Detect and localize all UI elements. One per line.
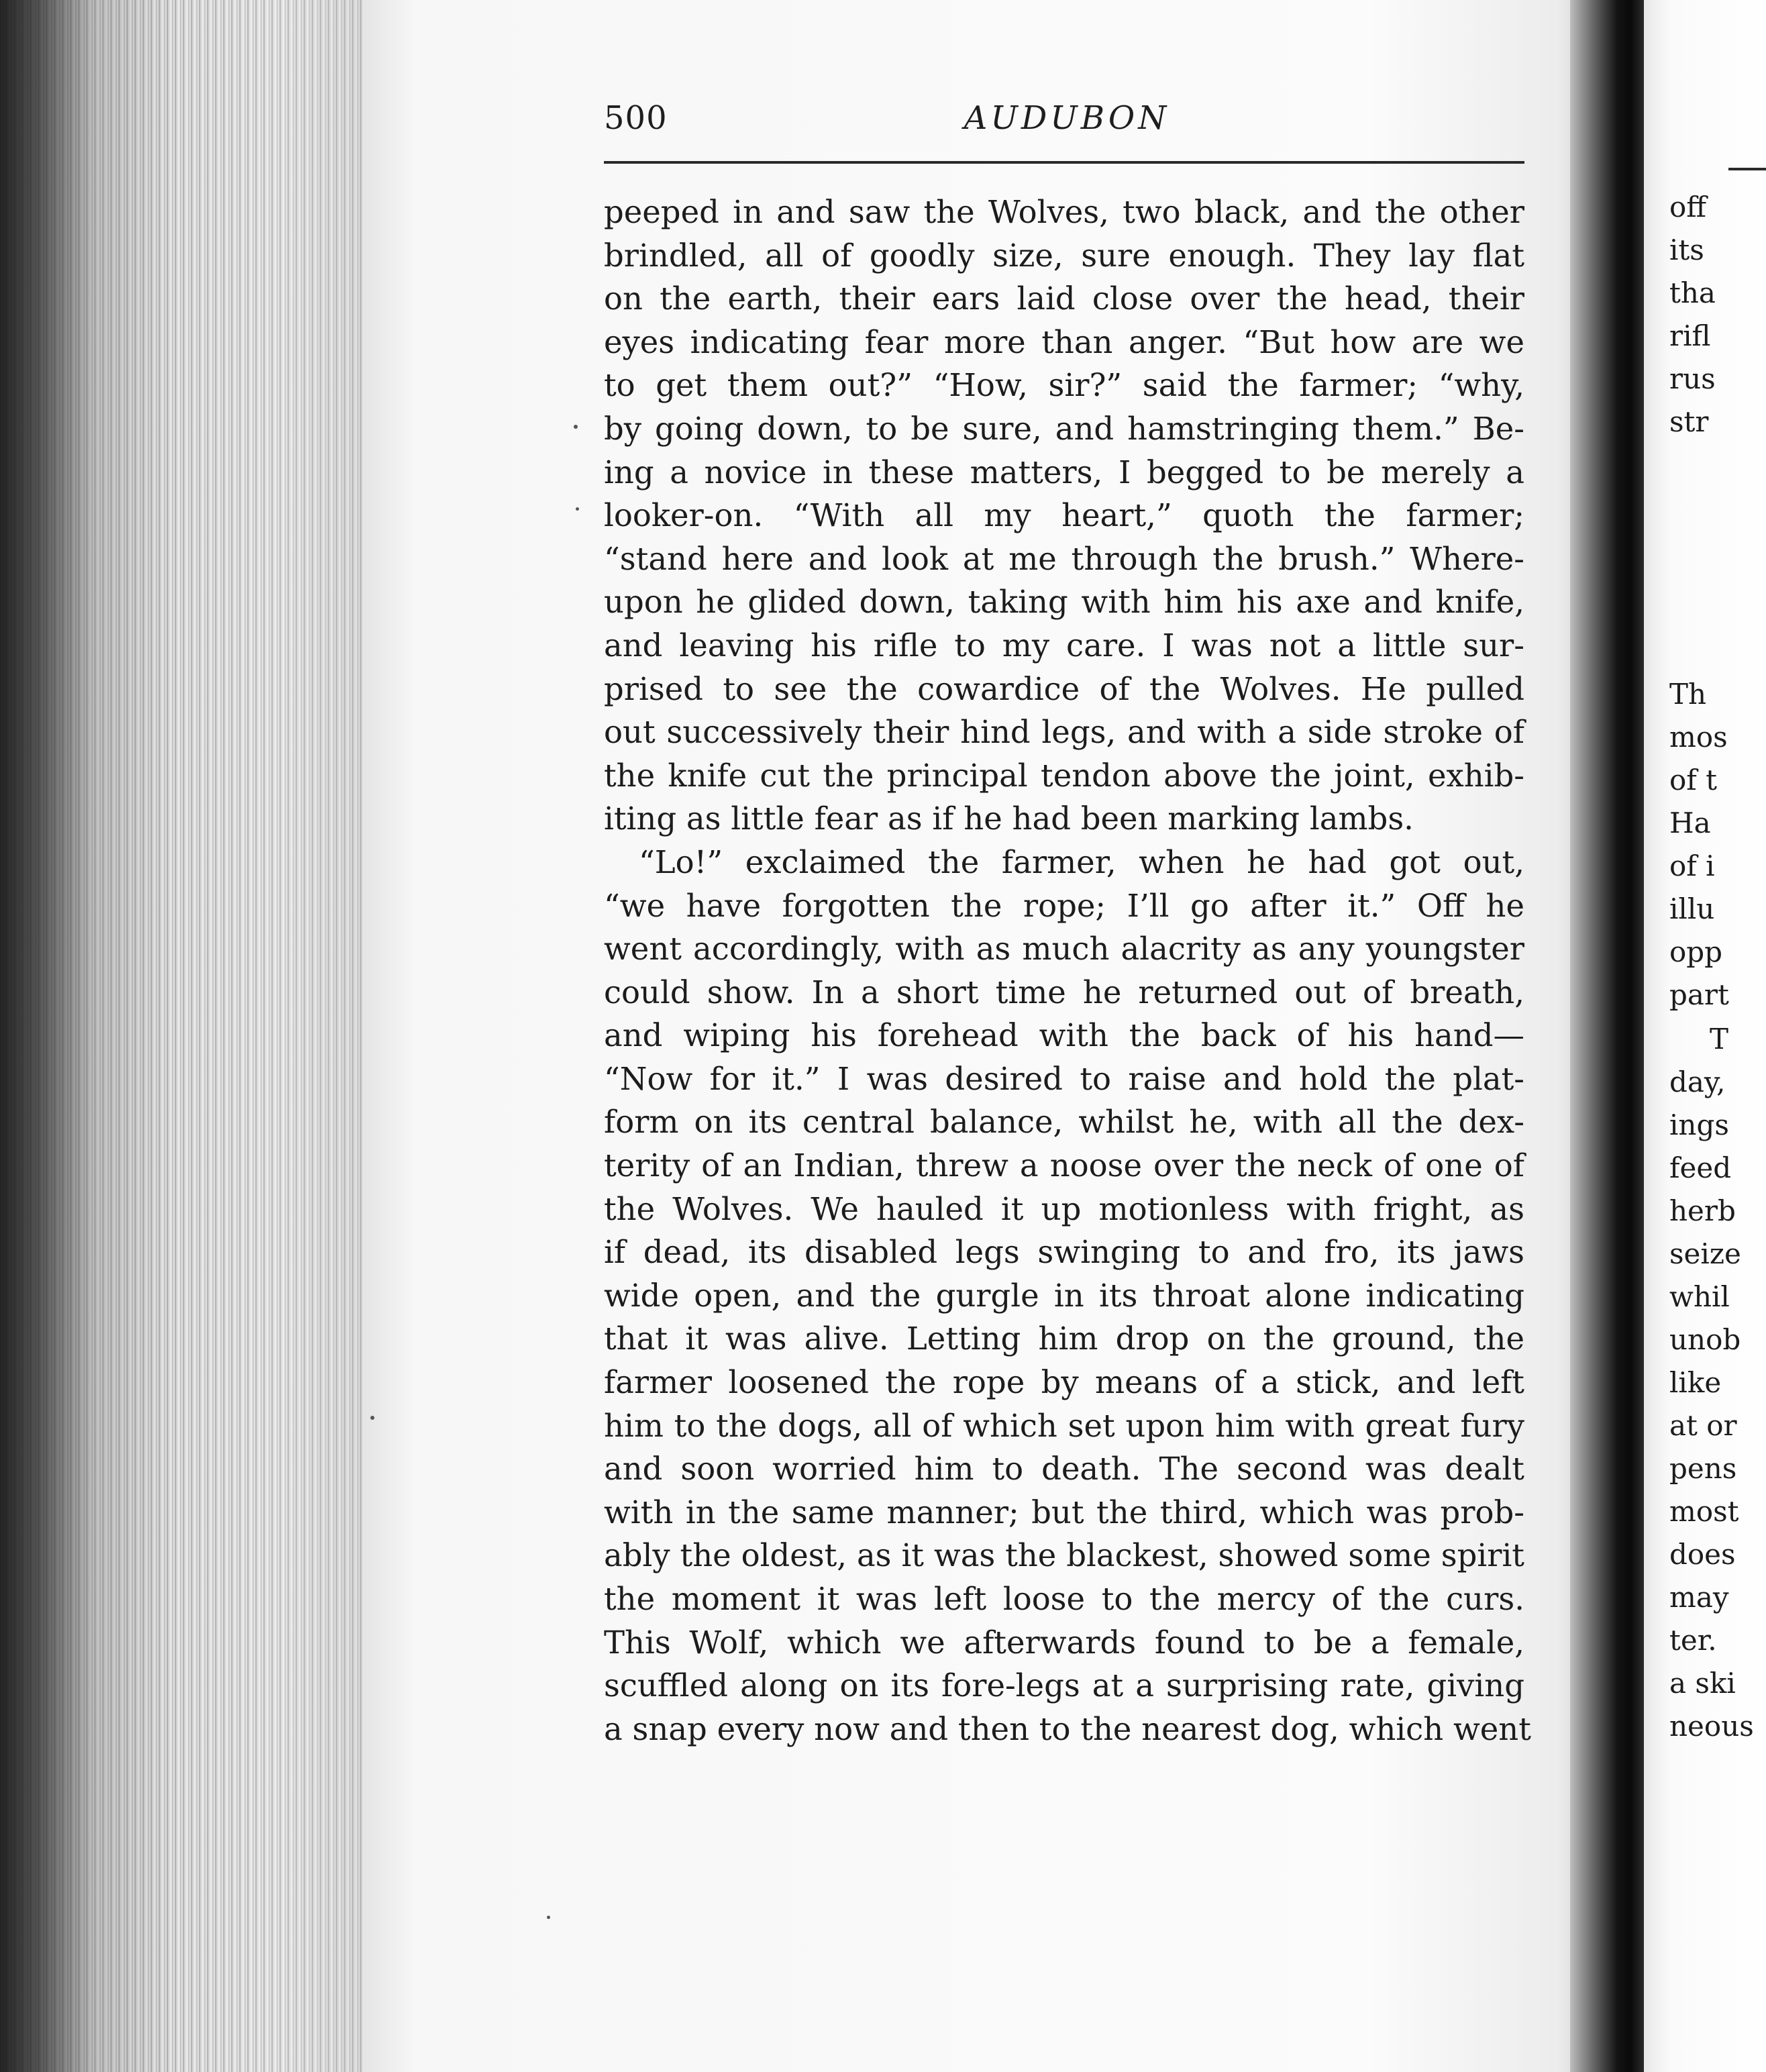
text-line: the knife cut the principal tendon above the joint, exhib-: [604, 757, 1524, 794]
book-gutter: [1570, 0, 1644, 2072]
facing-fragment: rifl: [1669, 319, 1711, 352]
facing-fragment: at or: [1669, 1409, 1737, 1442]
facing-fragment: like: [1669, 1366, 1722, 1399]
facing-fragment: Th: [1669, 678, 1707, 711]
text-line: out successively their hind legs, and with a side stroke of: [604, 714, 1524, 751]
facing-fragment: herb: [1669, 1194, 1736, 1227]
text-line: could show. In a short time he returned out of breath,: [604, 974, 1524, 1011]
body-text: [604, 191, 1531, 1751]
text-line: to get them out?” “How, sir?” said the farmer; “why,: [604, 367, 1524, 404]
facing-fragment: may: [1669, 1581, 1729, 1614]
text-line: “Now for it.” I was desired to raise and hold the plat-: [604, 1060, 1524, 1097]
page-number: 500: [604, 99, 668, 137]
page-edge-stack: [0, 0, 362, 2072]
text-line: This Wolf, which we afterwards found to be a female,: [604, 1624, 1524, 1661]
text-line: a snap every now and then to the nearest dog, which went: [604, 1710, 1531, 1747]
text-line: peeped in and saw the Wolves, two black, and the other: [604, 194, 1524, 230]
text-line: ably the oldest, as it was the blackest, showed some spirit: [604, 1537, 1524, 1574]
facing-fragment: tha: [1669, 276, 1716, 309]
text-line: terity of an Indian, threw a noose over the neck of one of: [604, 1147, 1524, 1184]
text-line: eyes indicating fear more than anger. “But how are we: [604, 323, 1524, 360]
facing-fragment: most: [1669, 1495, 1739, 1528]
facing-fragment: a ski: [1669, 1667, 1736, 1700]
running-title: AUDUBON: [964, 99, 1170, 137]
scan-speck: [370, 1416, 374, 1420]
text-line: brindled, all of goodly size, sure enough. They lay flat: [604, 237, 1524, 274]
header-rule: [604, 161, 1524, 164]
scan-speck: [574, 425, 578, 429]
text-line: scuffled along on its fore-legs at a surprising rate, giving: [604, 1667, 1524, 1704]
facing-fragment: Ha: [1669, 807, 1711, 839]
text-line: by going down, to be sure, and hamstringing them.” Be-: [604, 410, 1524, 447]
text-line: “Lo!” exclaimed the farmer, when he had got out,: [639, 843, 1524, 880]
facing-fragment: feed: [1669, 1151, 1732, 1184]
facing-fragment: off: [1669, 191, 1707, 223]
facing-fragment: day,: [1669, 1066, 1726, 1098]
facing-fragment: illu: [1669, 892, 1715, 925]
facing-fragment: its: [1669, 234, 1704, 266]
facing-fragment: neous: [1669, 1710, 1754, 1743]
text-line: him to the dogs, all of which set upon him with great fury: [604, 1407, 1524, 1444]
text-line: and wiping his forehead with the back of his hand—: [604, 1017, 1524, 1054]
text-line: prised to see the cowardice of the Wolves. He pulled: [604, 670, 1524, 707]
facing-fragment: seize: [1669, 1237, 1741, 1270]
facing-fragment: part: [1669, 978, 1729, 1011]
facing-fragment: unob: [1669, 1323, 1741, 1356]
text-line: “we have forgotten the rope; I’ll go after it.” Off he: [604, 887, 1524, 924]
text-line: and leaving his rifle to my care. I was not a little sur-: [604, 627, 1524, 664]
text-line: farmer loosened the rope by means of a stick, and left: [604, 1364, 1524, 1401]
text-line: wide open, and the gurgle in its throat alone indicating: [604, 1277, 1524, 1314]
facing-fragment: rus: [1669, 362, 1716, 395]
facing-fragment: mos: [1669, 721, 1728, 754]
facing-fragment: whil: [1669, 1280, 1730, 1313]
text-line: form on its central balance, whilst he, with all the dex-: [604, 1104, 1524, 1141]
text-line: the moment it was left loose to the mercy of the curs.: [604, 1581, 1524, 1617]
scan-speck: [576, 507, 579, 511]
facing-page-text: [1669, 0, 1763, 2072]
facing-fragment: ings: [1669, 1108, 1729, 1141]
facing-fragment: str: [1669, 405, 1709, 438]
text-line: ing a novice in these matters, I begged to be merely a: [604, 454, 1524, 490]
facing-fragment: of t: [1669, 764, 1718, 796]
text-line: on the earth, their ears laid close over the head, their: [604, 280, 1524, 317]
scan-speck: [547, 1916, 550, 1919]
text-line: the Wolves. We hauled it up motionless with fright, as: [604, 1190, 1524, 1227]
text-line: with in the same manner; but the third, which was prob-: [604, 1494, 1524, 1531]
text-line: looker-on. “With all my heart,” quoth the farmer;: [604, 497, 1524, 534]
facing-fragment: T: [1710, 1023, 1729, 1055]
facing-fragment: of i: [1669, 849, 1715, 882]
text-line: if dead, its disabled legs swinging to and fro, its jaws: [604, 1234, 1524, 1271]
facing-fragment: ter.: [1669, 1624, 1717, 1657]
text-line: upon he glided down, taking with him his axe and knife,: [604, 584, 1524, 621]
facing-fragment: does: [1669, 1538, 1736, 1571]
text-line: “stand here and look at me through the brush.” Where-: [604, 540, 1524, 577]
text-line: that it was alive. Letting him drop on the ground, the: [604, 1320, 1524, 1357]
facing-fragment: pens: [1669, 1452, 1737, 1485]
text-line: and soon worried him to death. The second was dealt: [604, 1451, 1524, 1488]
text-line: iting as little fear as if he had been marking lambs.: [604, 800, 1414, 837]
running-head: [604, 99, 1530, 146]
facing-fragment: opp: [1669, 935, 1723, 968]
text-line: went accordingly, with as much alacrity as any youngster: [604, 931, 1524, 968]
